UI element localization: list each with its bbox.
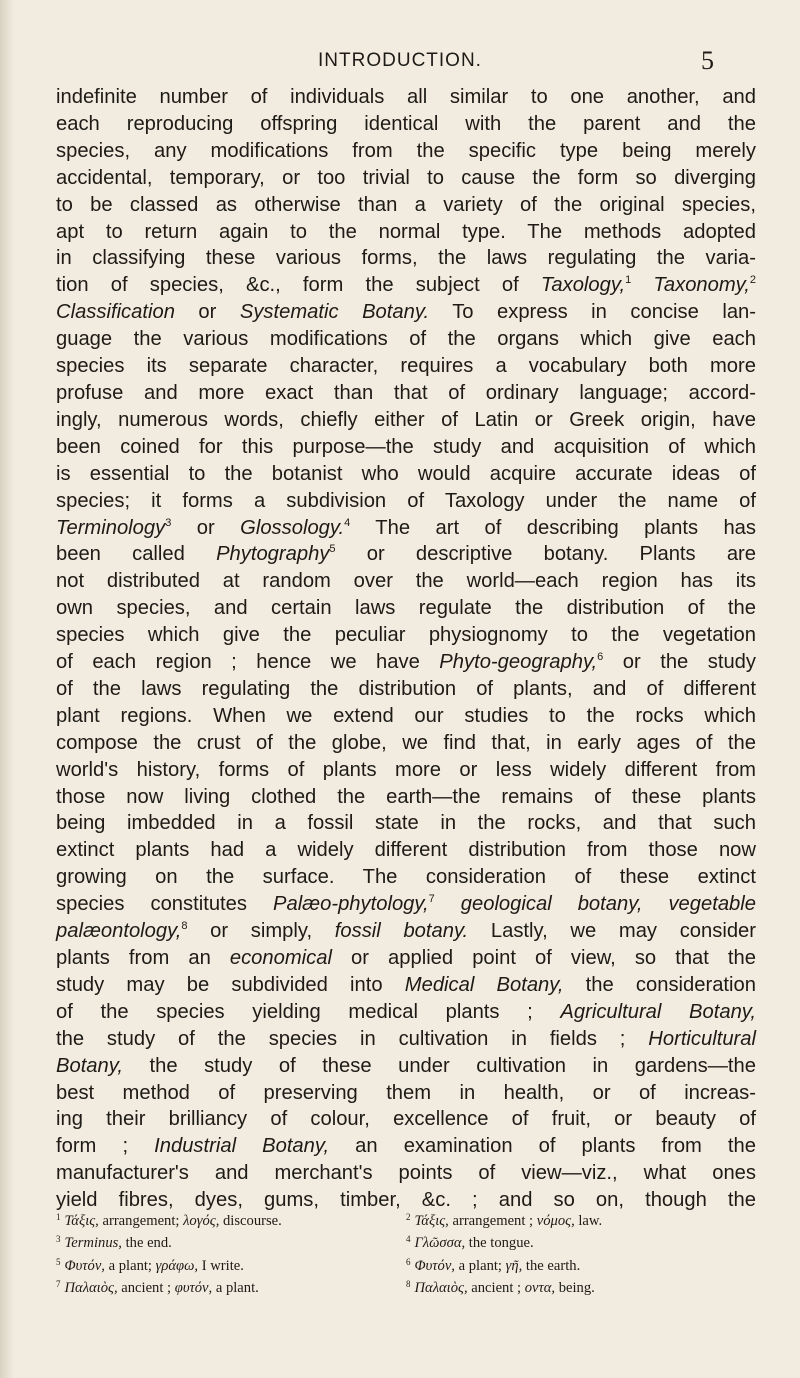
text-line: yield fibres, dyes, gums, timber, &c. ; and so on, though the [56,1189,756,1212]
text-segment: plants from an [56,947,230,969]
term-glossology: Glossology. [240,516,345,539]
footnote-text: a plant. [212,1280,259,1297]
text-line: species; it forms a subdivision of Taxology under the name of [56,489,756,512]
footnote [56,1253,406,1275]
text-line: been coined for this purpose—the study and acquisition of which [56,435,756,458]
page-number: 5 [701,46,714,75]
footnote-text: I write. [198,1257,244,1274]
text-segment: or the study [603,651,757,674]
footnote-ref: 2 [749,274,757,287]
footnote-text: law. [574,1213,603,1229]
text-segment: form ; [56,1135,155,1158]
text-line [56,1026,756,1053]
text-line: best method of preserving them in health, or of increas- [56,1081,756,1104]
footnote-text: the earth. [522,1257,581,1274]
text-segment: the study of the species in cultivation in fields ; [56,1027,649,1050]
term-phytography: Phytography [216,543,330,566]
term-taxology: Taxology, [540,274,626,297]
text-line: species its separate character, requires a vocabulary both more [56,355,756,378]
text-segment: been called [56,543,217,566]
footnote-text: discourse. [219,1213,282,1229]
footnote-row [56,1275,756,1297]
term-palaeontology: palæontology, [56,920,182,943]
footnote-text: arrangement; [98,1213,184,1229]
footnote-number: 5 [56,1256,61,1267]
text-segment: or simply, [187,920,335,943]
term-palaeo-phytology: Palæo-phytology, [273,893,429,916]
footnote-text: arrangement ; [448,1213,537,1229]
text-segment: To express in concise lan- [429,301,756,324]
footnote-term: φυτόν, [174,1280,213,1297]
term-phyto-geography: Phyto-geography, [439,651,598,674]
text-line: manufacturer's and merchant's points of view—viz., what ones [56,1162,756,1185]
text-line [56,541,756,568]
footnote-text: a plant; [454,1257,506,1274]
text-line [56,1053,756,1080]
text-line: each reproducing offspring identical with the parent and the [56,112,756,135]
text-line: extinct plants had a widely different distribution from those now [56,839,756,862]
text-line: apt to return again to the normal type. The methods adopted [56,220,756,243]
text-line [56,891,756,918]
footnote-ref: 3 [165,516,172,529]
footnote-ref: 1 [625,274,632,287]
text-segment: an examination of plants from the [329,1135,756,1158]
text-line: world's history, forms of plants more or less widely different from [56,758,756,781]
text-line: growing on the surface. The consideration of these extinct [56,866,756,889]
body-text [56,84,756,1214]
footnote-text: a plant; [104,1257,156,1274]
footnote [406,1253,756,1275]
footnote-number: 6 [406,1256,411,1267]
text-line: compose the crust of the globe, we find that, in early ages of the [56,731,756,754]
text-line: plant regions. When we extend our studies to the rocks which [56,704,756,727]
page-gutter-shadow [0,0,14,1378]
text-segment: tion of species, &c., form the subject of [56,274,541,297]
text-line [56,649,756,676]
term-geological-botany: geological botany, vegetable [460,893,756,916]
footnote-term: λογός, [183,1213,220,1229]
running-title: INTRODUCTION. [318,50,482,71]
footnote [56,1275,406,1297]
text-segment: Lastly, we may consider [490,920,757,943]
footnote-row [56,1253,756,1275]
footnote-number: 2 [406,1212,411,1222]
footnote-number: 1 [56,1212,61,1222]
text-line [56,515,756,542]
term-taxonomy: Taxonomy, [653,274,750,297]
footnote-term: Παλαιὸς, [64,1280,118,1297]
text-line: accidental, temporary, or too trivial to cause the form so diverging [56,166,756,189]
term-systematic-botany: Systematic Botany. [239,301,430,324]
text-line: in classifying these various forms, the laws regulating the varia- [56,247,756,270]
text-line [56,999,756,1026]
footnote-text: the tongue. [465,1235,534,1252]
footnote-ref: 7 [428,893,435,906]
text-line [56,272,756,299]
footnote-number: 8 [406,1279,411,1290]
text-line: being imbedded in a fossil state in the rocks, and that such [56,812,756,835]
text-line: own species, and certain laws regulate the distribution of the [56,597,756,620]
running-head [60,46,740,80]
footnote-term: Φυτόν, [414,1257,455,1274]
footnote-ref: 8 [181,920,188,933]
footnote [406,1275,756,1297]
footnote-term: νόμος, [536,1213,575,1229]
footnote-ref: 4 [344,516,351,529]
text-line [56,972,756,999]
text-segment: the study of these under cultivation in gardens—the [122,1054,756,1077]
text-segment: study may be subdivided into [56,973,405,996]
footnote-ref: 5 [329,543,336,556]
footnote [56,1208,406,1230]
text-line: not distributed at random over the world—each region has its [56,570,756,593]
text-segment: or [174,301,240,324]
footnote-ref: 6 [597,651,604,664]
term-classification: Classification [56,301,175,324]
footnote-term: γῆ, [505,1257,523,1274]
footnote-row [56,1208,756,1230]
text-line [56,945,756,972]
text-segment: of the species yielding medical plants ; [56,1000,561,1023]
text-line [56,1133,756,1160]
text-line [56,918,756,945]
footnote-term: Τάξις, [64,1213,99,1229]
footnote-term: Terminus, [64,1235,122,1252]
text-line: ingly, numerous words, chiefly either of Latin or Greek origin, have [56,408,756,431]
text-line: of the laws regulating the distribution of plants, and of different [56,677,756,700]
term-agricultural-botany: Agricultural Botany, [560,1000,757,1023]
text-line: is essential to the botanist who would acquire accurate ideas of [56,462,756,485]
term-terminology: Terminology [56,516,166,539]
text-line: to be classed as otherwise than a variety of the original species, [56,193,756,216]
footnotes [56,1208,756,1298]
footnote-number: 4 [406,1234,411,1245]
footnote-term: Γλῶσσα, [414,1235,466,1252]
term-industrial-botany: Industrial Botany, [154,1135,330,1158]
text-line: ing their brilliancy of colour, excellence of fruit, or beauty of [56,1108,756,1131]
footnote-row [56,1230,756,1252]
text-line: species, any modifications from the specific type being merely [56,139,756,162]
text-segment: the consideration [563,973,756,996]
footnote-term: Φυτόν, [64,1257,105,1274]
footnote-term: γράφω, [155,1257,199,1274]
footnote-term: Τάξις, [414,1213,449,1229]
footnote-number: 3 [56,1234,61,1245]
footnote-term: οντα, [524,1280,556,1297]
text-line: profuse and more exact than that of ordinary language; accord- [56,381,756,404]
text-segment: of each region ; hence we have [56,651,440,674]
term-medical-botany: Medical Botany, [404,973,564,996]
text-segment: The art of describing plants has [350,516,757,539]
footnote-text: being. [555,1280,595,1297]
text-line [56,299,756,326]
footnote [406,1208,756,1230]
text-segment: species constitutes [56,893,273,916]
text-segment: or descriptive botany. Plants are [335,543,756,566]
text-segment: or [171,516,241,539]
text-line: guage the various modifications of the organs which give each [56,328,756,351]
term-horticultural-botany: Botany, [56,1054,123,1077]
term-economical: economical [229,947,332,969]
footnote [406,1230,756,1252]
footnote-number: 7 [56,1279,61,1290]
text-line: species which give the peculiar physiognomy to the vegetation [56,624,756,647]
footnote-term: Παλαιὸς, [414,1280,468,1297]
text-line: those now living clothed the earth—the remains of these plants [56,785,756,808]
text-line: indefinite number of individuals all similar to one another, and [56,86,756,108]
term-fossil-botany: fossil botany. [334,920,469,943]
footnote-text: ancient ; [117,1280,175,1297]
footnote [56,1230,406,1252]
term-horticultural: Horticultural [648,1027,756,1050]
text-segment: or applied point of view, so that the [331,947,756,969]
footnote-text: ancient ; [467,1280,525,1297]
footnote-text: the end. [121,1235,172,1252]
